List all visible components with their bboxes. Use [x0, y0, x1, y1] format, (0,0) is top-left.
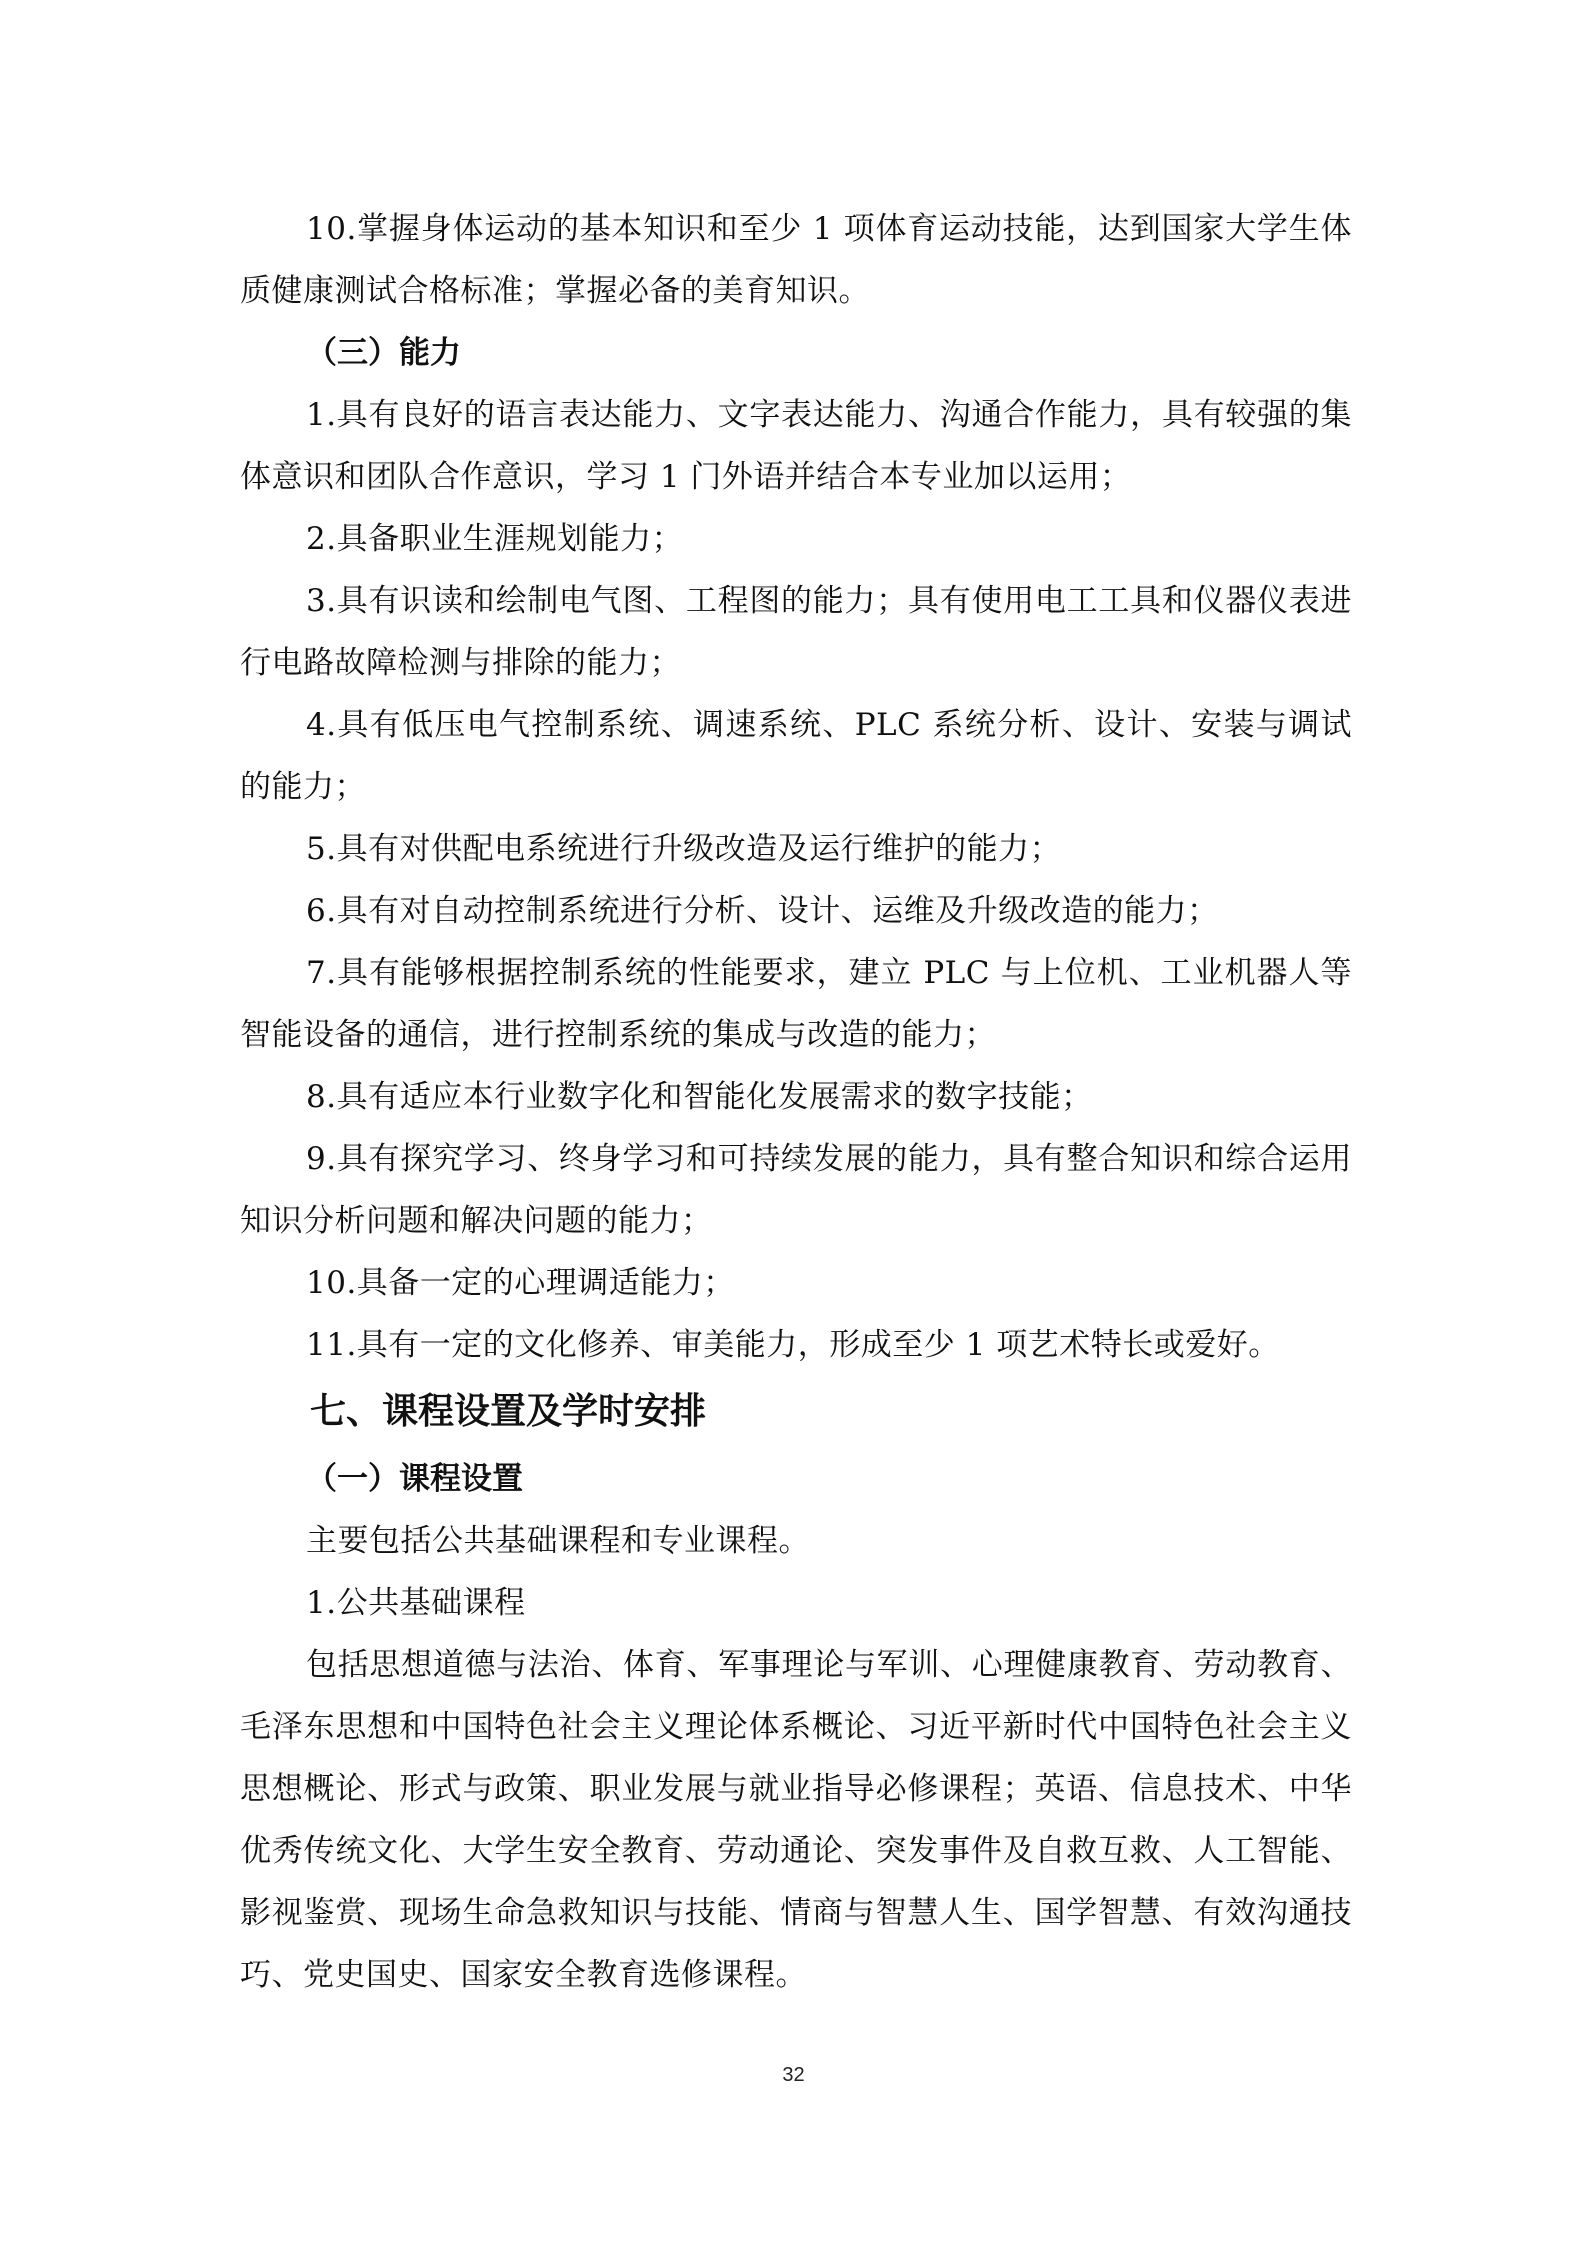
page-content [240, 198, 1352, 2006]
ability-item-8: 8.具有适应本行业数字化和智能化发展需求的数字技能； [306, 1079, 1093, 1115]
page-number: 32 [782, 2064, 805, 2086]
paragraph-course-intro: 主要包括公共基础课程和专业课程。 [306, 1523, 810, 1559]
ability-item-7: 7.具有能够根据控制系统的性能要求，建立 PLC 与上位机、工业机器人等智能设备的通信，进行控制系统的集成与改造的能力； [240, 955, 1352, 1053]
ability-item-6: 6.具有对自动控制系统进行分析、设计、运维及升级改造的能力； [306, 893, 1219, 929]
ability-item-1: 1.具有良好的语言表达能力、文字表达能力、沟通合作能力，具有较强的集体意识和团队合作意识，学习 1 门外语并结合本专业加以运用； [240, 397, 1352, 495]
ability-item-5: 5.具有对供配电系统进行升级改造及运行维护的能力； [306, 831, 1062, 867]
subheading-ability: （三）能力 [306, 335, 461, 371]
paragraph-knowledge-10: 10.掌握身体运动的基本知识和至少 1 项体育运动技能，达到国家大学生体质健康测试合格标准；掌握必备的美育知识。 [240, 211, 1352, 309]
section-heading-courses: 七、课程设置及学时安排 [310, 1391, 707, 1432]
ability-item-2: 2.具备职业生涯规划能力； [306, 521, 684, 557]
paragraph-public-courses-title: 1.公共基础课程 [306, 1585, 526, 1621]
ability-item-10: 10.具备一定的心理调适能力； [306, 1265, 735, 1301]
ability-item-11: 11.具有一定的文化修养、审美能力，形成至少 1 项艺术特长或爱好。 [306, 1327, 1280, 1363]
paragraph-public-courses-list: 包括思想道德与法治、体育、军事理论与军训、心理健康教育、劳动教育、毛泽东思想和中国特色社会主义理论体系概论、习近平新时代中国特色社会主义思想概论、形式与政策、职业发展与就业指导必修课程；英语、信息技术、中华优秀传统文化、大学生安全教育、劳动通论、突发事件及自救互救、人工智能、影视鉴赏、现场生命急救知识与技能、情商与智慧人生、国学智慧、有效沟通技巧、党史国史、国家安全教育选修课程。 [240, 1647, 1352, 1993]
subheading-course-setup: （一）课程设置 [306, 1461, 523, 1497]
ability-item-9: 9.具有探究学习、终身学习和可持续发展的能力，具有整合知识和综合运用知识分析问题和解决问题的能力； [240, 1141, 1352, 1239]
ability-item-4: 4.具有低压电气控制系统、调速系统、PLC 系统分析、设计、安装与调试的能力； [240, 707, 1352, 805]
ability-item-3: 3.具有识读和绘制电气图、工程图的能力；具有使用电工工具和仪器仪表进行电路故障检测与排除的能力； [240, 583, 1352, 681]
